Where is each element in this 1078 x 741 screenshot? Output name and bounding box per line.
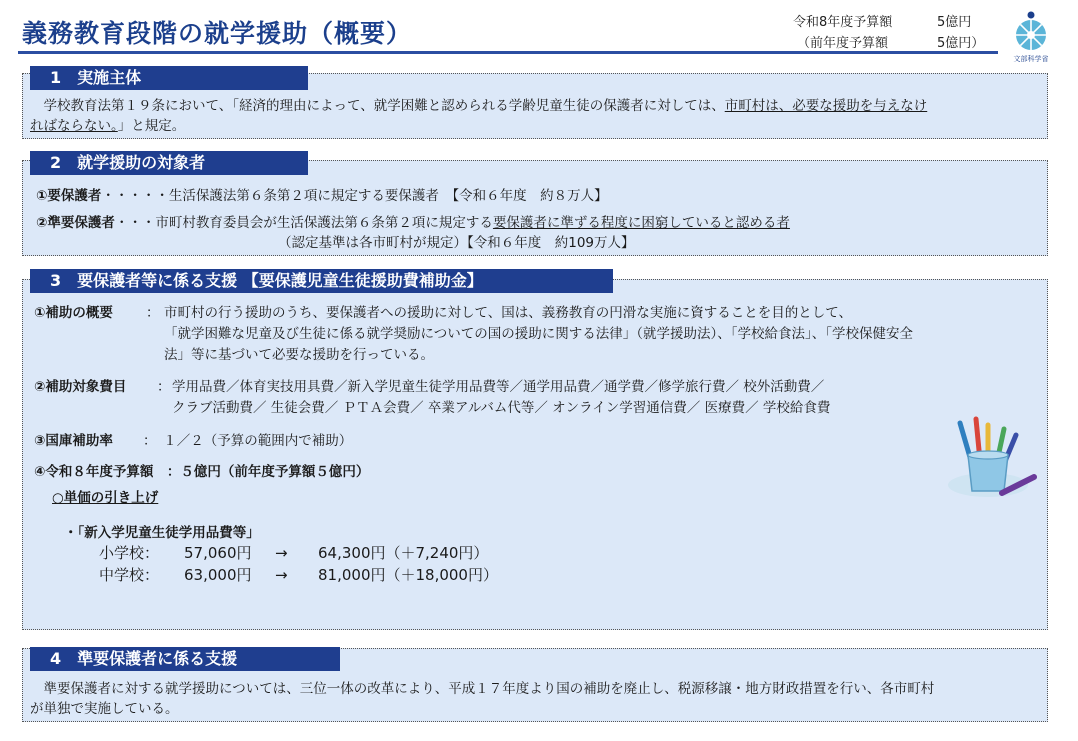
budget-label-previous: （前年度予算額 — [797, 36, 889, 51]
section-4-heading: 4 準要保護者に係る支援 — [30, 647, 340, 671]
subsidy-overview-term: ①補助の概要 — [34, 305, 113, 321]
subsidy-rate-term: ③国庫補助率 — [34, 433, 113, 449]
section-1-line-2: ればならない。」と規定。 — [30, 118, 186, 134]
budget-value-current: 5億円 — [937, 15, 972, 30]
new-student-supplies-heading: ・「新入学児童生徒学用品費等」 — [64, 525, 260, 541]
row-elementary-from: 57,060円 — [184, 544, 252, 562]
section-2-item-2: ②準要保護者・・・市町村教育委員会が生活保護法第６条第２項に規定する要保護者に準ずる程度に困窮していると認める者 — [36, 215, 790, 231]
row-junior-high-from: 63,000円 — [184, 566, 252, 584]
subsidy-items-line-1: 学用品費／体育実技用具費／新入学児童生徒学用品費等／通学用品費／通学費／修学旅行費／ 校外活動費／ — [172, 379, 825, 395]
budget-values — [937, 12, 984, 54]
unit-price-raise-heading: ○単価の引き上げ — [52, 490, 159, 506]
page-title: 義務教育段階の就学援助（概要） — [22, 19, 413, 48]
subsidy-items-term: ②補助対象費目 — [34, 379, 127, 395]
logo-caption: 文部科学省 — [1013, 55, 1049, 63]
row-elementary-label: 小学校： — [99, 544, 160, 562]
ministry-logo-icon — [1009, 10, 1053, 66]
subsidy-items-colon: ： — [157, 379, 171, 395]
row-junior-high-to: 81,000円（＋18,000円） — [318, 566, 498, 584]
subsidy-overview-line-1: 市町村の行う援助のうち、要保護者への援助に対して、国は、義務教育の円滑な実施に資することを目的として、 — [164, 305, 852, 321]
section-4-line-1: 準要保護者に対する就学援助については、三位一体の改革により、平成１７年度より国の補助を廃止し、税源移譲・地方財政措置を行い、各市町村 — [30, 681, 935, 697]
row-junior-high-label: 中学校： — [99, 566, 160, 584]
section-3-heading: 3 要保護者等に係る支援 【要保護児童生徒援助費補助金】 — [30, 269, 613, 293]
section-4-line-2: が単独で実施している。 — [30, 701, 179, 717]
section-2-heading: 2 就学援助の対象者 — [30, 151, 308, 175]
subsidy-overview-colon: ： — [146, 305, 160, 321]
section-2-item-1: ①要保護者・・・・・生活保護法第６条第２項に規定する要保護者 【令和６年度 約８万人】 — [36, 188, 608, 204]
subsidy-overview-line-3: 法」等に基づいて必要な援助を行っている。 — [164, 347, 434, 363]
pencil-cup-icon — [944, 415, 1039, 505]
subsidy-items-line-2: クラブ活動費／ 生徒会費／ ＰＴＡ会費／ 卒業アルバム代等／ オンライン学習通信費／ 医療費／ 学校給食費 — [172, 400, 831, 416]
budget-line: ④令和８年度予算額 ：５億円（前年度予算額５億円） — [34, 464, 370, 480]
section-1-line-1: 学校教育法第１９条において、「経済的理由によって、就学困難と認められる学齢児童生徒の保護者に対しては、市町村は、必要な援助を与えなけ — [30, 98, 928, 114]
budget-value-previous: 5億円） — [937, 36, 985, 51]
row-junior-high-arrow: → — [275, 566, 288, 584]
subsidy-overview-line-2: 「就学困難な児童及び生徒に係る就学奨励についての国の援助に関する法律」（就学援助法）、「学校給食法」、「学校保健安全 — [164, 326, 913, 342]
budget-label-current: 令和8年度予算額 — [793, 15, 893, 30]
budget-labels — [793, 12, 892, 54]
row-elementary-to: 64,300円（＋7,240円） — [318, 544, 489, 562]
section-1-heading: 1 実施主体 — [30, 66, 308, 90]
section-2-item-2-detail: （認定基準は各市町村が規定）【令和６年度 約109万人】 — [278, 235, 635, 251]
row-elementary-arrow: → — [275, 544, 288, 562]
subsidy-rate-text: ： １／２（予算の範囲内で補助） — [143, 433, 353, 449]
